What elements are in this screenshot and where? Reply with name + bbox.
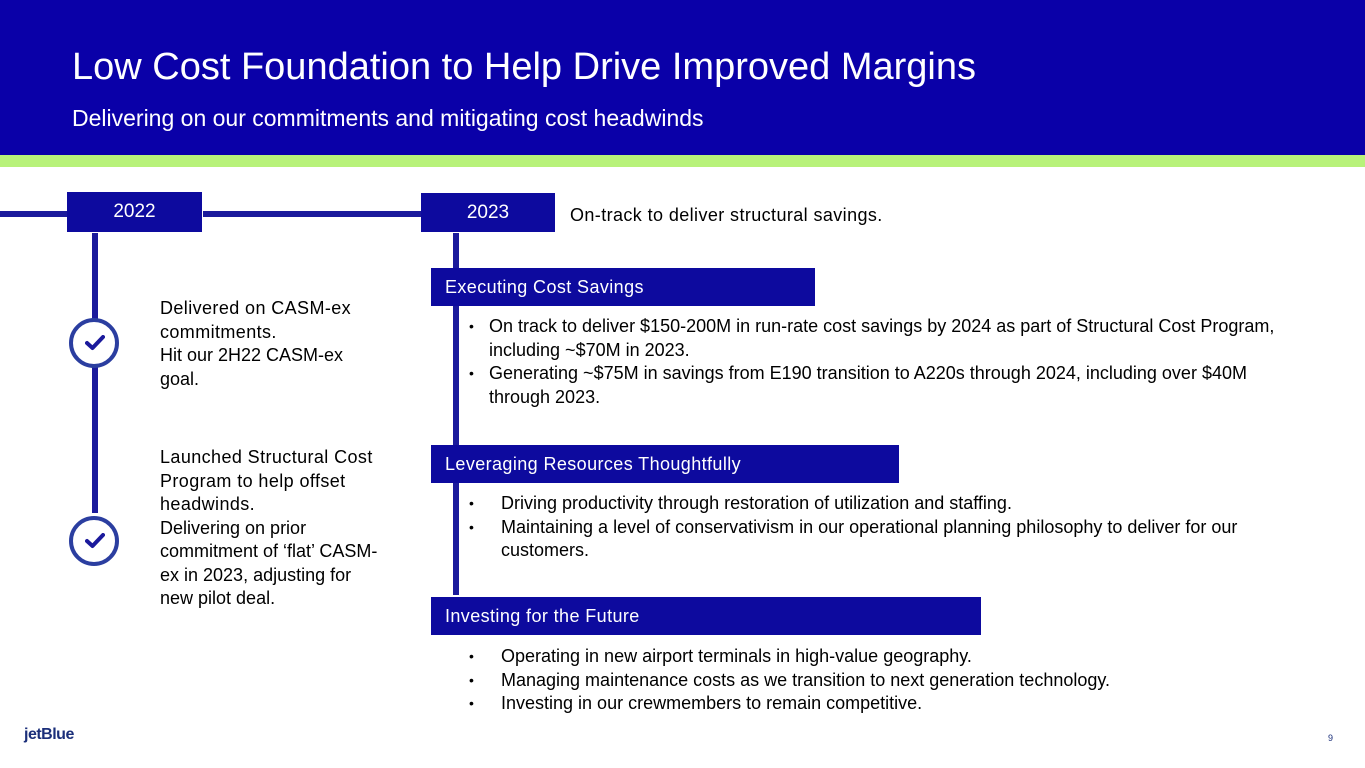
list-item: • Generating ~$75M in savings from E190 transition to A220s through 2024, including over $40M through 2023. [469, 363, 1247, 408]
section-leveraging-resources: Leveraging Resources Thoughtfully [431, 445, 899, 483]
timeline-2022-vertical [92, 233, 98, 513]
left-item-2 [160, 446, 385, 611]
section-investing-future: Investing for the Future [431, 597, 981, 635]
ontrack-statement: On-track to deliver structural savings. [570, 205, 883, 225]
timeline-line-middle [203, 211, 421, 217]
left-item-2-body: Delivering on prior commitment of ‘flat’ CASM-ex in 2023, adjusting for new pilot deal. [160, 517, 378, 608]
left-item-1-heading: Delivered on CASM-ex commitments. [160, 298, 352, 342]
section-executing-cost-savings: Executing Cost Savings [431, 268, 815, 306]
section-1-bullet-list [469, 315, 1289, 410]
jetblue-logo: jetBlue [24, 726, 74, 743]
list-item: • On track to deliver $150-200M in run-rate cost savings by 2024 as part of Structural Cost Program, including ~$70M in 2023. [469, 316, 1275, 360]
timeline-line-left [0, 211, 67, 217]
list-item: • Maintaining a level of conservativism in our operational planning philosophy to deliver for our customers. [469, 516, 1238, 561]
list-item: • Operating in new airport terminals in high-value geography. [469, 646, 972, 666]
check-circle-icon [69, 318, 119, 368]
left-item-2-heading: Launched Structural Cost Program to help offset headwinds. [160, 447, 373, 514]
year-2022-label: 2022 [67, 192, 202, 232]
header-banner [0, 0, 1365, 155]
check-circle-icon [69, 516, 119, 566]
page-number: 9 [1328, 733, 1334, 743]
page-subtitle: Delivering on our commitments and mitigating cost headwinds [72, 105, 704, 131]
header-accent-stripe [0, 155, 1365, 167]
list-item: • Investing in our crewmembers to remain competitive. [469, 693, 923, 714]
section-2-bullet-list [469, 492, 1261, 563]
section-3-bullet-list [469, 645, 1261, 716]
left-item-1-body: Hit our 2H22 CASM-ex goal. [160, 345, 344, 389]
list-item: • Driving productivity through restoration of utilization and staffing. [469, 493, 1012, 513]
page-title: Low Cost Foundation to Help Drive Improved Margins [72, 46, 976, 88]
year-2023-label: 2023 [421, 193, 555, 232]
left-item-1 [160, 297, 385, 391]
list-item: • Managing maintenance costs as we transition to next generation technology. [469, 669, 1111, 690]
